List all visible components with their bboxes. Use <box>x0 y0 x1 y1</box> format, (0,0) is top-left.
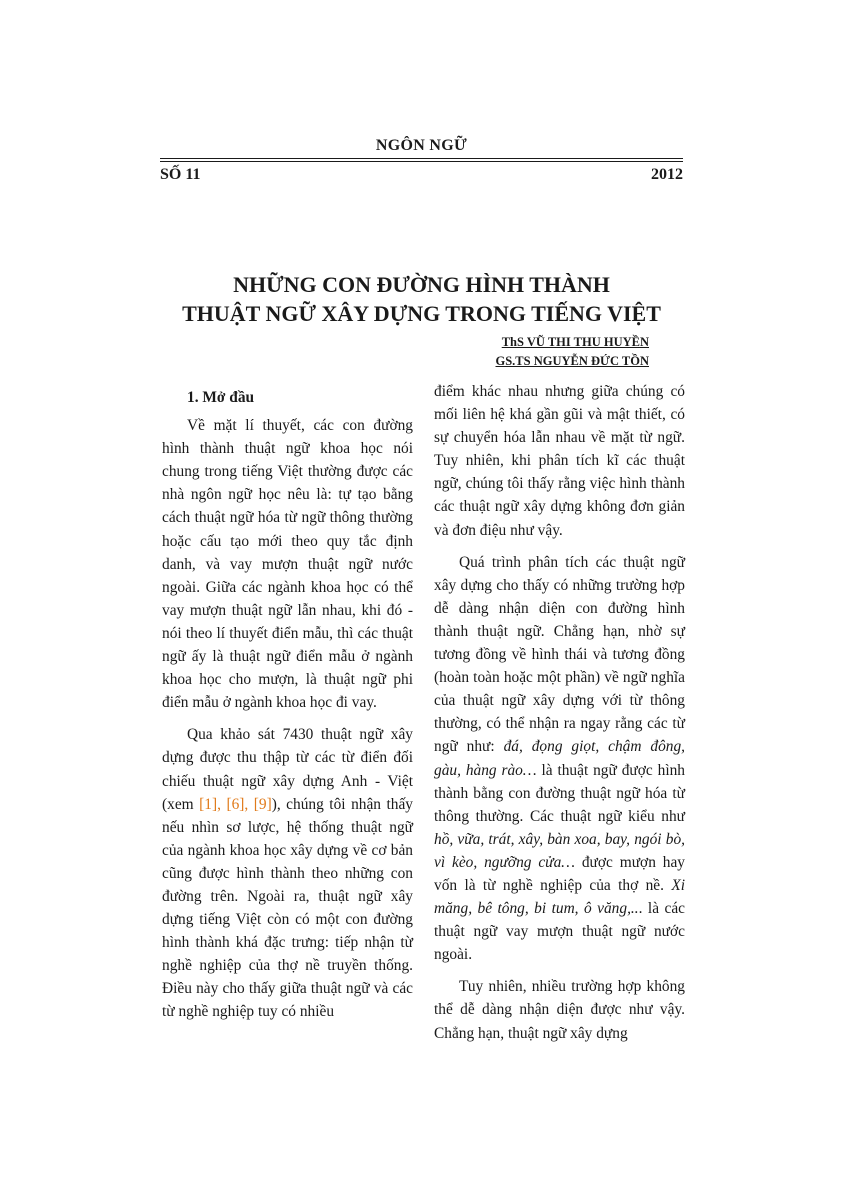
paragraph-3-text-a: Quá trình phân tích các thuật ngữ xây dựng cho thấy có những trường hợp dễ dàng nhận diện con đường hình thành thuật ngữ. Chẳng hạn, nhờ sự tương đồng về hình thái và tương đồng (hoàn toàn hoặc một phần) về ngữ nghĩa của thuật ngữ xây dựng với từ thông thường, có thể nhận ra ngay rằng các từ ngữ như: <box>434 553 685 756</box>
paragraph-4: Tuy nhiên, nhiều trường hợp không thể dễ dàng nhận diện được như vậy. Chẳng hạn, thuật ngữ xây dựng <box>434 978 685 1042</box>
paragraph-2-text-a: Qua khảo sát 7430 thuật ngữ xây dựng được thu thập từ các từ điển đối chiếu thuật ngữ xây dựng Anh - Việt (xem <box>162 726 413 813</box>
paragraph-1: Về mặt lí thuyết, các con đường hình thành thuật ngữ khoa học nói chung trong tiếng Việt thường được các nhà ngôn ngữ học nêu là: tự tạo bằng cách thuật ngữ hóa từ ngữ thông thường hoặc cấu tạo mới theo quy tắc định danh, và vay mượn thuật ngữ nước ngoài. Giữa các ngành khoa học có thể vay mượn thuật ngữ lẫn nhau, khi đó - nói theo lí thuyết điển mẫu, thì các thuật ngữ ấy là thuật ngữ điển mẫu ở ngành khoa học cho mượn, là thuật ngữ phi điển mẫu ở ngành khoa học đi vay. <box>162 417 413 712</box>
paragraph-3-text-b: là thuật ngữ được hình thành bằng con đường thuật ngữ hóa từ thông thường. Các thuật ngữ kiểu như <box>434 761 685 825</box>
issue-row <box>160 166 683 184</box>
author-list <box>496 333 650 371</box>
header-rule-top <box>160 158 683 159</box>
issue-number: SỐ 11 <box>160 166 201 183</box>
section-heading: 1. Mở đầu <box>187 389 255 406</box>
paragraph-2 <box>162 723 413 1023</box>
issue-year: 2012 <box>651 166 683 183</box>
column-left <box>162 386 413 1033</box>
paragraph-2-text-b: ), chúng tôi nhận thấy nếu nhìn sơ lược, hệ thống thuật ngữ của ngành khoa học xây dựng về cơ bản cũng được hình thành theo những con đường trên. Ngoài ra, thuật ngữ xây dựng tiếng Việt còn có một con đường hình thành khá đặc trưng: tiếp nhận từ nghề nghiệp của thợ nề truyền thống. Điều này cho thấy giữa thuật ngữ và các từ nghề nghiệp tuy có nhiều <box>162 795 413 1021</box>
article-title <box>140 270 703 328</box>
journal-name: NGÔN NGỮ <box>375 137 468 154</box>
term-examples-2: hồ, vữa, trát, xây, bàn xoa, bay, ngói bò, vì kèo, ngưỡng cửa… <box>434 830 685 871</box>
citation-link[interactable]: [1], [6], [9] <box>199 795 272 813</box>
title-line-2: THUẬT NGỮ XÂY DỰNG TRONG TIẾNG VIỆT <box>182 301 661 326</box>
author-1: ThS VŨ THI THU HUYỀN <box>501 335 649 349</box>
paragraph-3-text-c: được mượn hay vốn là từ nghề nghiệp của thợ nề. <box>434 853 685 894</box>
author-2: GS.TS NGUYỄN ĐỨC TỒN <box>495 354 649 368</box>
column-right <box>434 380 685 1054</box>
paragraph-3-text-d: . là các thuật ngữ vay mượn thuật ngữ nước ngoài. <box>434 900 685 964</box>
term-examples-1: đá, đọng giọt, chậm đông, gàu, hàng rào… <box>434 738 686 779</box>
paragraph-2-continued: điểm khác nhau nhưng giữa chúng có mối liên hệ khá gần gũi và mật thiết, có sự chuyển hóa lẫn nhau về mặt từ ngữ. Tuy nhiên, khi phân tích kĩ các thuật ngữ, chúng tôi thấy rằng việc hình thành các thuật ngữ xây dựng không đơn giản và đơn điệu như vậy. <box>434 383 685 539</box>
paragraph-3 <box>434 551 685 967</box>
title-line-1: NHỮNG CON ĐƯỜNG HÌNH THÀNH <box>233 272 610 297</box>
term-examples-3: Xi măng, bê tông, bi tum, ô văng,.. <box>434 876 685 918</box>
header-rule-bottom <box>160 161 683 162</box>
